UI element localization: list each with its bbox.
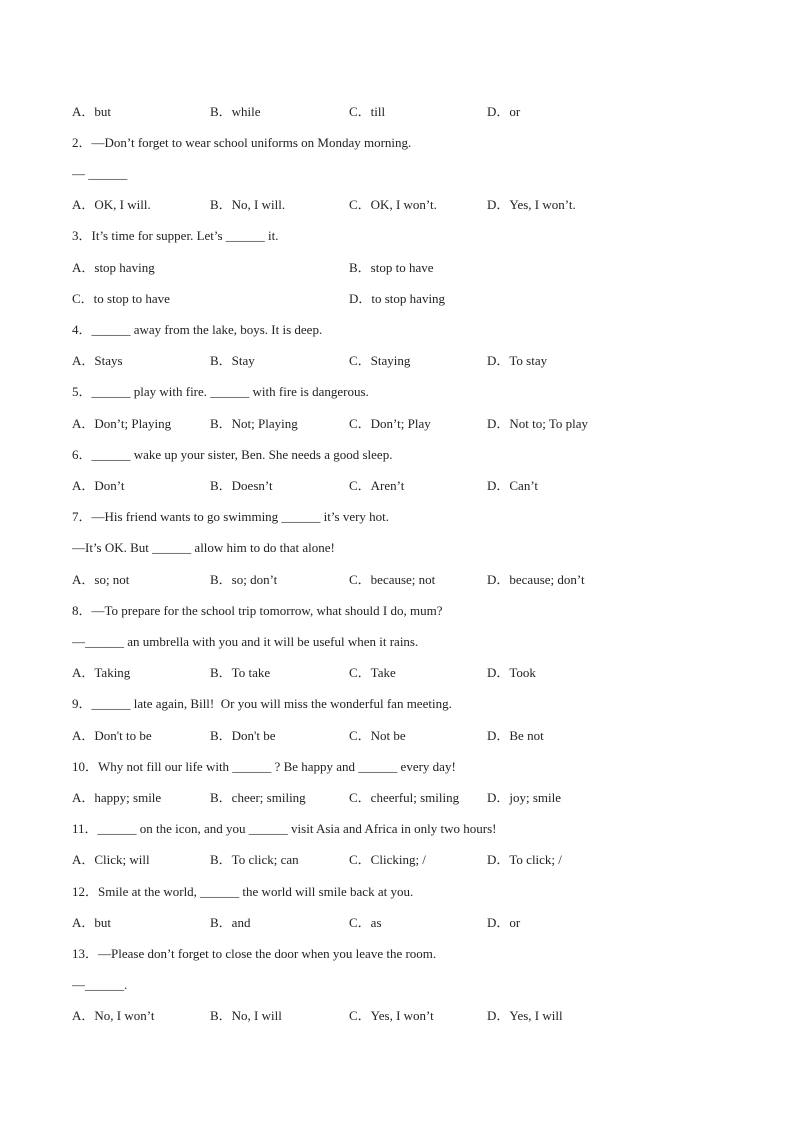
question-line: 10．Why not fill our life with ______ ? Be happy and ______ every day! xyxy=(72,759,456,774)
answer-option: A．stop having xyxy=(72,260,155,275)
answer-option: C．cheerful; smiling xyxy=(349,790,460,805)
answer-option: D．Yes, I will xyxy=(487,1008,563,1023)
question-line: —______. xyxy=(72,977,128,992)
answer-option: C．as xyxy=(349,915,382,930)
answer-option: C．OK, I won’t. xyxy=(349,197,437,212)
question-line: —It’s OK. But ______ allow him to do that alone! xyxy=(72,540,335,555)
answer-option: B．and xyxy=(210,915,251,930)
question-line: 8．—To prepare for the school trip tomorrow, what should I do, mum? xyxy=(72,603,443,618)
answer-option: A．Taking xyxy=(72,665,131,680)
options-row xyxy=(72,728,732,744)
answer-option: C．Don’t; Play xyxy=(349,416,431,431)
question-line: 13．—Please don’t forget to close the door when you leave the room. xyxy=(72,946,437,961)
options-row xyxy=(72,1008,732,1024)
answer-option: D．To click; / xyxy=(487,852,562,867)
options-row xyxy=(72,416,732,432)
answer-option: C．Not be xyxy=(349,728,406,743)
answer-option: D．Can’t xyxy=(487,478,539,493)
options-row xyxy=(72,915,732,931)
question-line: 5．______ play with fire. ______ with fire is dangerous. xyxy=(72,384,369,399)
answer-option: C．till xyxy=(349,104,386,119)
question-line: 6．______ wake up your sister, Ben. She needs a good sleep. xyxy=(72,447,393,462)
answer-option: B．No, I will. xyxy=(210,197,286,212)
answer-option: A．Don't to be xyxy=(72,728,152,743)
answer-option: B．while xyxy=(210,104,261,119)
answer-option: B．Doesn’t xyxy=(210,478,273,493)
answer-option: D．Not to; To play xyxy=(487,416,589,431)
answer-option: A．happy; smile xyxy=(72,790,162,805)
answer-option: C．Clicking; / xyxy=(349,852,426,867)
answer-option: A．Don’t xyxy=(72,478,125,493)
question-line: —______ an umbrella with you and it will be useful when it rains. xyxy=(72,634,419,649)
answer-option: B．stop to have xyxy=(349,260,434,275)
answer-option: D．To stay xyxy=(487,353,548,368)
answer-option: A．OK, I will. xyxy=(72,197,151,212)
answer-option: C．Yes, I won’t xyxy=(349,1008,434,1023)
answer-option: C．Take xyxy=(349,665,396,680)
options-row xyxy=(72,572,732,588)
answer-option: A．Don’t; Playing xyxy=(72,416,172,431)
answer-option: D．Yes, I won’t. xyxy=(487,197,576,212)
answer-option: B．No, I will xyxy=(210,1008,282,1023)
answer-option: D．or xyxy=(487,104,521,119)
answer-option: C．to stop to have xyxy=(72,291,170,306)
options-row xyxy=(72,665,732,681)
answer-option: B．so; don’t xyxy=(210,572,278,587)
question-line: 4．______ away from the lake, boys. It is deep. xyxy=(72,322,323,337)
answer-option: C．because; not xyxy=(349,572,436,587)
options-row xyxy=(72,353,732,369)
answer-option: A．No, I won’t xyxy=(72,1008,155,1023)
answer-option: A．so; not xyxy=(72,572,130,587)
options-row xyxy=(72,197,732,213)
answer-option: B．Don't be xyxy=(210,728,276,743)
question-line: — ______ xyxy=(72,166,128,181)
answer-option: A．Click; will xyxy=(72,852,150,867)
answer-option: B．To take xyxy=(210,665,271,680)
answer-option: B．cheer; smiling xyxy=(210,790,306,805)
answer-option: B．To click; can xyxy=(210,852,299,867)
answer-option: A．but xyxy=(72,915,112,930)
options-row xyxy=(72,852,732,868)
question-line: 9．______ late again, Bill! Or you will miss the wonderful fan meeting. xyxy=(72,696,452,711)
answer-option: B．Not; Playing xyxy=(210,416,298,431)
options-row xyxy=(72,260,732,276)
answer-option: C．Staying xyxy=(349,353,411,368)
answer-option: D．to stop having xyxy=(349,291,446,306)
answer-option: A．but xyxy=(72,104,112,119)
question-line: 12．Smile at the world, ______ the world will smile back at you. xyxy=(72,884,414,899)
options-row xyxy=(72,104,732,120)
answer-option: D．Took xyxy=(487,665,536,680)
question-line: 11．______ on the icon, and you ______ visit Asia and Africa in only two hours! xyxy=(72,821,497,836)
answer-option: D．joy; smile xyxy=(487,790,562,805)
answer-option: A．Stays xyxy=(72,353,123,368)
options-row xyxy=(72,291,732,307)
options-row xyxy=(72,790,732,806)
question-line: 7．—His friend wants to go swimming ______ it’s very hot. xyxy=(72,509,390,524)
options-row xyxy=(72,478,732,494)
answer-option: D．or xyxy=(487,915,521,930)
question-line: 2．—Don’t forget to wear school uniforms on Monday morning. xyxy=(72,135,412,150)
answer-option: D．Be not xyxy=(487,728,544,743)
question-line: 3．It’s time for supper. Let’s ______ it. xyxy=(72,228,279,243)
answer-option: C．Aren’t xyxy=(349,478,405,493)
answer-option: B．Stay xyxy=(210,353,255,368)
answer-option: D．because; don’t xyxy=(487,572,585,587)
